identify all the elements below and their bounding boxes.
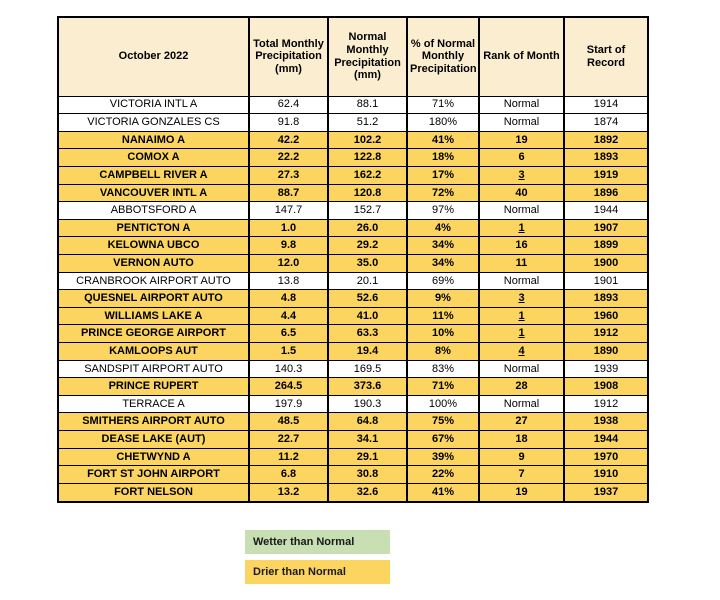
- pct-normal-cell: 41%: [407, 131, 479, 149]
- table-row: [58, 378, 648, 396]
- rank-cell: [479, 307, 564, 325]
- start-record-cell: 1912: [564, 395, 648, 413]
- legend-wetter-than-normal: Wetter than Normal: [245, 530, 390, 554]
- table-row: [58, 395, 648, 413]
- rank-cell: 28: [479, 378, 564, 396]
- start-record-cell: 1893: [564, 290, 648, 308]
- normal-precip-cell: 88.1: [328, 96, 407, 114]
- start-record-cell: 1939: [564, 360, 648, 378]
- total-precip-cell: 11.2: [249, 448, 328, 466]
- total-precip-cell: 1.0: [249, 219, 328, 237]
- total-precip-cell: 4.8: [249, 290, 328, 308]
- rank-cell: Normal: [479, 202, 564, 220]
- pct-normal-cell: 75%: [407, 413, 479, 431]
- pct-normal-cell: 71%: [407, 96, 479, 114]
- total-precip-cell: 13.2: [249, 483, 328, 502]
- legend: [245, 530, 390, 590]
- header-row: [58, 17, 648, 96]
- table-row: [58, 166, 648, 184]
- total-precip-cell: 42.2: [249, 131, 328, 149]
- normal-precip-cell: 51.2: [328, 114, 407, 132]
- table-row: [58, 184, 648, 202]
- table-row: [58, 466, 648, 484]
- rank-underlined-value: 1: [518, 327, 525, 340]
- normal-precip-cell: 102.2: [328, 131, 407, 149]
- total-precip-cell: 6.5: [249, 325, 328, 343]
- table-row: [58, 448, 648, 466]
- rank-cell: Normal: [479, 114, 564, 132]
- pct-normal-cell: 100%: [407, 395, 479, 413]
- table-row: [58, 343, 648, 361]
- table-row: [58, 290, 648, 308]
- rank-cell: [479, 166, 564, 184]
- station-cell: SANDSPIT AIRPORT AUTO: [58, 360, 249, 378]
- normal-precip-cell: 190.3: [328, 395, 407, 413]
- station-cell: SMITHERS AIRPORT AUTO: [58, 413, 249, 431]
- station-cell: CHETWYND A: [58, 448, 249, 466]
- rank-underlined-value: 4: [518, 345, 525, 358]
- start-record-cell: 1900: [564, 254, 648, 272]
- rank-underlined-value: 1: [518, 309, 525, 322]
- pct-normal-cell: 9%: [407, 290, 479, 308]
- normal-precip-cell: 169.5: [328, 360, 407, 378]
- pct-normal-cell: 34%: [407, 254, 479, 272]
- start-record-cell: 1938: [564, 413, 648, 431]
- total-precip-cell: 147.7: [249, 202, 328, 220]
- start-record-cell: 1890: [564, 343, 648, 361]
- station-cell: PRINCE GEORGE AIRPORT: [58, 325, 249, 343]
- total-precip-cell: 22.2: [249, 149, 328, 167]
- rank-cell: Normal: [479, 395, 564, 413]
- table-row: [58, 237, 648, 255]
- station-cell: KAMLOOPS AUT: [58, 343, 249, 361]
- rank-cell: 19: [479, 131, 564, 149]
- rank-cell: [479, 290, 564, 308]
- station-cell: CRANBROOK AIRPORT AUTO: [58, 272, 249, 290]
- col-header-normal-precip: Normal Monthly Precipitation (mm): [328, 17, 407, 96]
- rank-cell: 6: [479, 149, 564, 167]
- rank-cell: [479, 219, 564, 237]
- table-row: [58, 149, 648, 167]
- pct-normal-cell: 71%: [407, 378, 479, 396]
- start-record-cell: 1919: [564, 166, 648, 184]
- pct-normal-cell: 180%: [407, 114, 479, 132]
- total-precip-cell: 197.9: [249, 395, 328, 413]
- pct-normal-cell: 67%: [407, 431, 479, 449]
- rank-cell: Normal: [479, 360, 564, 378]
- rank-cell: 27: [479, 413, 564, 431]
- station-cell: QUESNEL AIRPORT AUTO: [58, 290, 249, 308]
- station-cell: VICTORIA INTL A: [58, 96, 249, 114]
- table-body: [58, 96, 648, 502]
- normal-precip-cell: 19.4: [328, 343, 407, 361]
- total-precip-cell: 264.5: [249, 378, 328, 396]
- pct-normal-cell: 83%: [407, 360, 479, 378]
- table-title: October 2022: [58, 17, 249, 96]
- pct-normal-cell: 69%: [407, 272, 479, 290]
- table-row: [58, 114, 648, 132]
- table-row: [58, 483, 648, 502]
- total-precip-cell: 12.0: [249, 254, 328, 272]
- station-cell: VERNON AUTO: [58, 254, 249, 272]
- start-record-cell: 1912: [564, 325, 648, 343]
- pct-normal-cell: 39%: [407, 448, 479, 466]
- normal-precip-cell: 29.2: [328, 237, 407, 255]
- pct-normal-cell: 18%: [407, 149, 479, 167]
- normal-precip-cell: 373.6: [328, 378, 407, 396]
- table-row: [58, 272, 648, 290]
- station-cell: VICTORIA GONZALES CS: [58, 114, 249, 132]
- total-precip-cell: 4.4: [249, 307, 328, 325]
- table-row: [58, 131, 648, 149]
- start-record-cell: 1908: [564, 378, 648, 396]
- start-record-cell: 1970: [564, 448, 648, 466]
- start-record-cell: 1910: [564, 466, 648, 484]
- normal-precip-cell: 29.1: [328, 448, 407, 466]
- station-cell: FORT NELSON: [58, 483, 249, 502]
- station-cell: CAMPBELL RIVER A: [58, 166, 249, 184]
- total-precip-cell: 6.8: [249, 466, 328, 484]
- normal-precip-cell: 52.6: [328, 290, 407, 308]
- station-cell: KELOWNA UBCO: [58, 237, 249, 255]
- start-record-cell: 1960: [564, 307, 648, 325]
- station-cell: VANCOUVER INTL A: [58, 184, 249, 202]
- rank-cell: 16: [479, 237, 564, 255]
- rank-cell: [479, 325, 564, 343]
- normal-precip-cell: 162.2: [328, 166, 407, 184]
- table-row: [58, 413, 648, 431]
- pct-normal-cell: 97%: [407, 202, 479, 220]
- pct-normal-cell: 17%: [407, 166, 479, 184]
- pct-normal-cell: 11%: [407, 307, 479, 325]
- rank-underlined-value: 3: [518, 292, 525, 305]
- rank-cell: 40: [479, 184, 564, 202]
- rank-cell: 19: [479, 483, 564, 502]
- start-record-cell: 1937: [564, 483, 648, 502]
- normal-precip-cell: 26.0: [328, 219, 407, 237]
- col-header-total-precip: Total Monthly Precipitation (mm): [249, 17, 328, 96]
- rank-cell: Normal: [479, 96, 564, 114]
- normal-precip-cell: 20.1: [328, 272, 407, 290]
- station-cell: WILLIAMS LAKE A: [58, 307, 249, 325]
- table-row: [58, 96, 648, 114]
- total-precip-cell: 13.8: [249, 272, 328, 290]
- start-record-cell: 1899: [564, 237, 648, 255]
- col-header-rank: Rank of Month: [479, 17, 564, 96]
- rank-cell: 9: [479, 448, 564, 466]
- normal-precip-cell: 64.8: [328, 413, 407, 431]
- station-cell: DEASE LAKE (AUT): [58, 431, 249, 449]
- table-row: [58, 360, 648, 378]
- normal-precip-cell: 34.1: [328, 431, 407, 449]
- precipitation-table: [57, 16, 649, 503]
- start-record-cell: 1901: [564, 272, 648, 290]
- rank-cell: Normal: [479, 272, 564, 290]
- pct-normal-cell: 22%: [407, 466, 479, 484]
- start-record-cell: 1944: [564, 202, 648, 220]
- col-header-pct-normal: % of Normal Monthly Precipitation: [407, 17, 479, 96]
- rank-cell: 18: [479, 431, 564, 449]
- pct-normal-cell: 8%: [407, 343, 479, 361]
- rank-cell: 11: [479, 254, 564, 272]
- start-record-cell: 1893: [564, 149, 648, 167]
- start-record-cell: 1944: [564, 431, 648, 449]
- table-row: [58, 219, 648, 237]
- pct-normal-cell: 10%: [407, 325, 479, 343]
- table-row: [58, 254, 648, 272]
- pct-normal-cell: 72%: [407, 184, 479, 202]
- normal-precip-cell: 32.6: [328, 483, 407, 502]
- total-precip-cell: 88.7: [249, 184, 328, 202]
- rank-cell: [479, 343, 564, 361]
- table-row: [58, 307, 648, 325]
- normal-precip-cell: 30.8: [328, 466, 407, 484]
- start-record-cell: 1874: [564, 114, 648, 132]
- normal-precip-cell: 63.3: [328, 325, 407, 343]
- legend-drier-than-normal: Drier than Normal: [245, 560, 390, 584]
- normal-precip-cell: 41.0: [328, 307, 407, 325]
- start-record-cell: 1907: [564, 219, 648, 237]
- total-precip-cell: 62.4: [249, 96, 328, 114]
- total-precip-cell: 140.3: [249, 360, 328, 378]
- station-cell: FORT ST JOHN AIRPORT: [58, 466, 249, 484]
- start-record-cell: 1914: [564, 96, 648, 114]
- rank-underlined-value: 3: [518, 168, 525, 181]
- pct-normal-cell: 41%: [407, 483, 479, 502]
- normal-precip-cell: 120.8: [328, 184, 407, 202]
- table-row: [58, 325, 648, 343]
- normal-precip-cell: 152.7: [328, 202, 407, 220]
- start-record-cell: 1896: [564, 184, 648, 202]
- table-header: [58, 17, 648, 96]
- total-precip-cell: 22.7: [249, 431, 328, 449]
- station-cell: PENTICTON A: [58, 219, 249, 237]
- station-cell: COMOX A: [58, 149, 249, 167]
- start-record-cell: 1892: [564, 131, 648, 149]
- col-header-start-record: Start of Record: [564, 17, 648, 96]
- total-precip-cell: 27.3: [249, 166, 328, 184]
- pct-normal-cell: 4%: [407, 219, 479, 237]
- table-row: [58, 202, 648, 220]
- station-cell: ABBOTSFORD A: [58, 202, 249, 220]
- normal-precip-cell: 35.0: [328, 254, 407, 272]
- station-cell: PRINCE RUPERT: [58, 378, 249, 396]
- total-precip-cell: 9.8: [249, 237, 328, 255]
- pct-normal-cell: 34%: [407, 237, 479, 255]
- precipitation-table-container: [57, 16, 649, 503]
- rank-underlined-value: 1: [518, 221, 525, 234]
- station-cell: NANAIMO A: [58, 131, 249, 149]
- total-precip-cell: 1.5: [249, 343, 328, 361]
- total-precip-cell: 48.5: [249, 413, 328, 431]
- normal-precip-cell: 122.8: [328, 149, 407, 167]
- total-precip-cell: 91.8: [249, 114, 328, 132]
- table-row: [58, 431, 648, 449]
- rank-cell: 7: [479, 466, 564, 484]
- station-cell: TERRACE A: [58, 395, 249, 413]
